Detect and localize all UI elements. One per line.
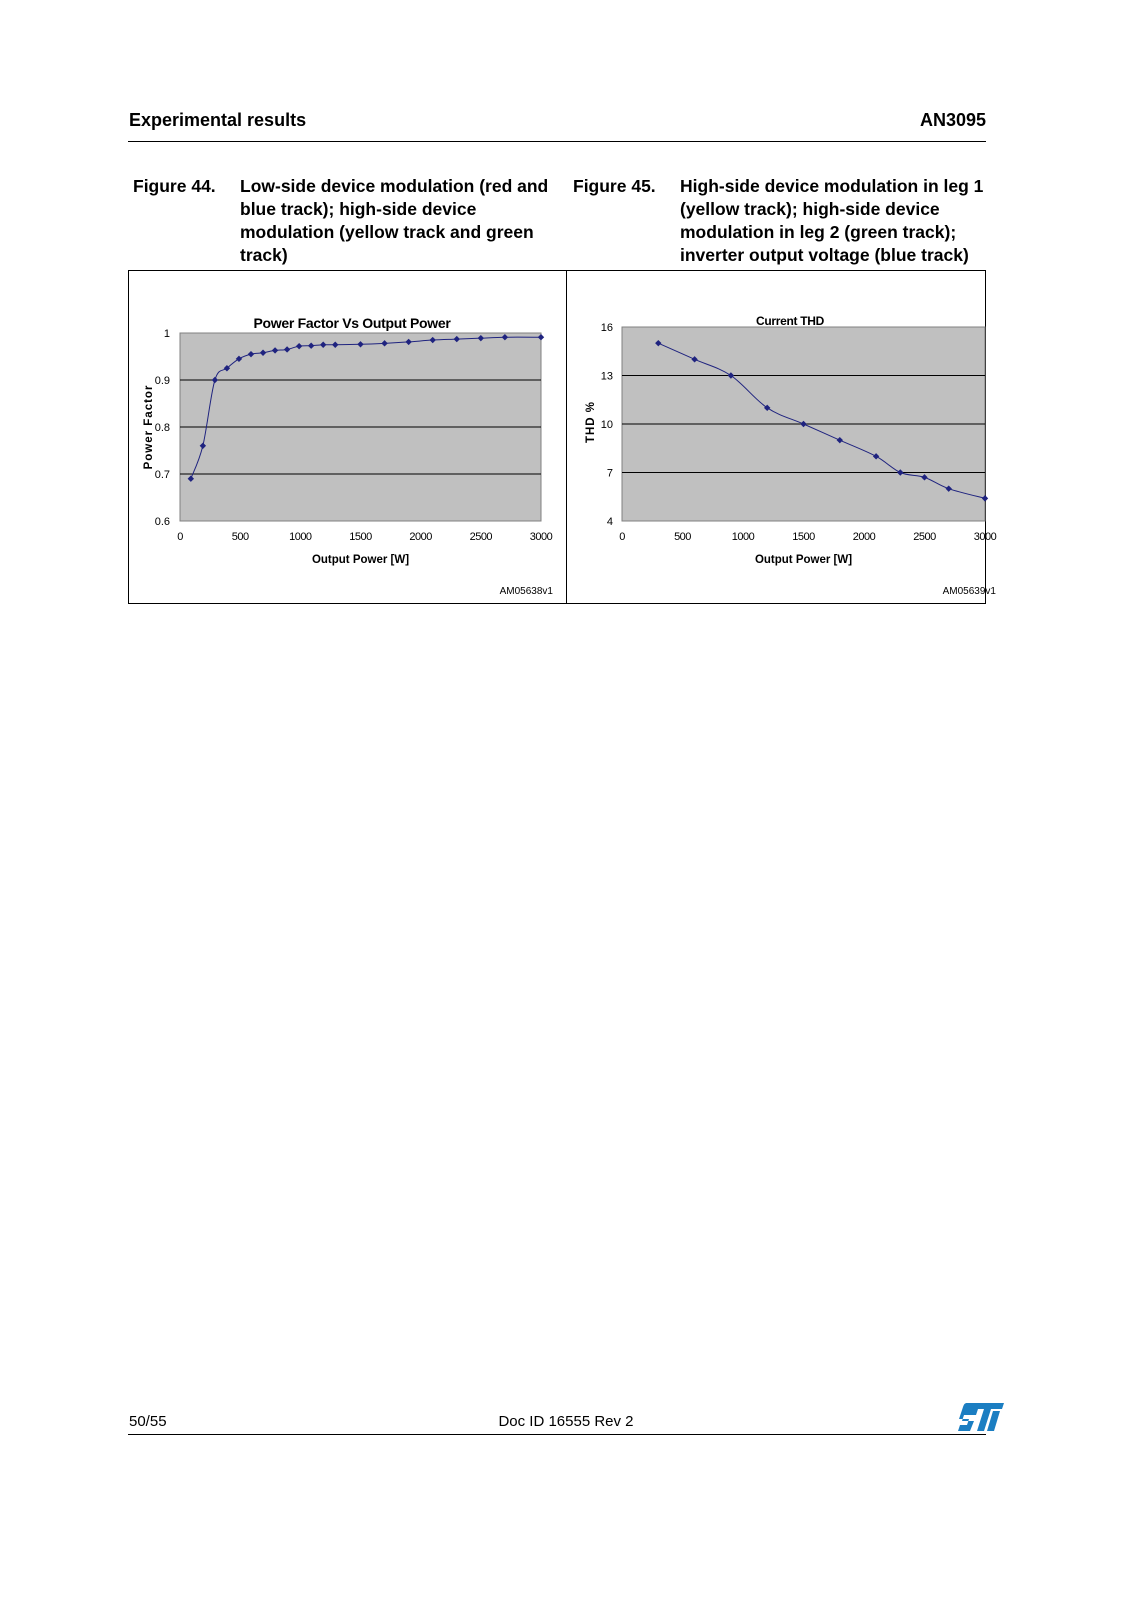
chart1-y-tick-label: 0.6: [154, 516, 170, 528]
page-number: 50/55: [129, 1413, 167, 1430]
chart2-y-tick-label: 10: [600, 419, 613, 431]
chart1-y-axis-label: Power Factor: [143, 384, 155, 470]
document-code: AN3095: [919, 110, 986, 130]
figure-45-caption-text: High-side device modulation in leg 1 (yellow track); high-side device modulation in leg 2 (green track); inverter output voltage (blue track): [680, 176, 984, 265]
st-logo-icon: [957, 1402, 1005, 1432]
chart1-x-axis-label: Output Power [W]: [311, 554, 410, 566]
chart2-x-tick-label: 2000: [852, 531, 876, 543]
chart2-y-tick-label: 13: [600, 370, 613, 383]
chart1-y-tick-label: 1: [163, 328, 170, 340]
chart1-x-tick-label: 500: [231, 531, 249, 543]
chart2-y-tick-label: 16: [600, 322, 613, 334]
chart2-x-tick-label: 500: [674, 531, 691, 543]
chart1-y-tick-label: 0.8: [154, 422, 170, 434]
section-title: Experimental results: [129, 110, 307, 130]
chart1-figure-id: AM05638v1: [499, 586, 553, 597]
chart2-x-tick-label: 1500: [792, 531, 815, 543]
chart1-x-tick-label: 2000: [409, 531, 432, 543]
chart2-x-axis-label: Output Power [W]: [754, 554, 853, 566]
chart2-x-tick-label: 2500: [913, 531, 936, 543]
charts-canvas: [0, 0, 1132, 620]
chart1-y-tick-label: 0.9: [154, 375, 170, 387]
footer-rule: [128, 1434, 986, 1435]
chart2-title: Current THD: [755, 314, 825, 328]
chart1-x-tick-label: 1000: [289, 531, 312, 543]
chart1-y-tick-label: 0.7: [154, 469, 170, 481]
figure-44-caption-text: Low-side device modulation (red and blue track); high-side device modulation (yellow track and green track): [240, 176, 549, 265]
chart2-y-tick-label: 7: [606, 467, 613, 480]
chart1-x-tick-label: 3000: [529, 531, 553, 543]
chart2-x-tick-label: 0: [619, 531, 625, 543]
chart1-x-tick-label: 2500: [469, 531, 493, 543]
chart1-x-tick-label: 0: [177, 531, 183, 543]
chart2-figure-id: AM05639v1: [942, 586, 996, 597]
document-id: Doc ID 16555 Rev 2: [498, 1413, 634, 1430]
chart2-y-tick-label: 4: [606, 516, 613, 528]
figure-44-number: Figure 44.: [133, 176, 216, 196]
chart1-title: Power Factor Vs Output Power: [253, 315, 451, 331]
chart2-y-axis-label: THD %: [585, 400, 597, 444]
chart2-x-tick-label: 1000: [731, 531, 755, 543]
figure-45-number: Figure 45.: [573, 176, 656, 196]
chart2-x-tick-label: 3000: [973, 531, 997, 543]
chart1-x-tick-label: 1500: [349, 531, 372, 543]
